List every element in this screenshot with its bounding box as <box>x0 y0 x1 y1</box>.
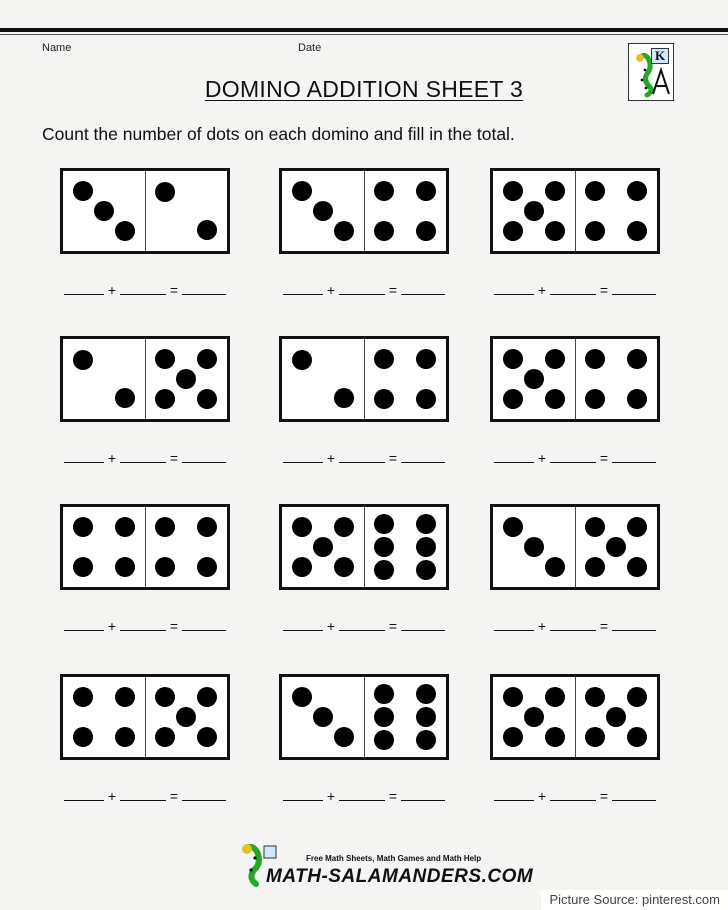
domino-pip-left <box>334 221 354 241</box>
name-label: Name <box>42 42 72 54</box>
domino <box>60 336 230 422</box>
equals-sign: = <box>165 788 182 804</box>
answer-blank-right[interactable] <box>550 619 596 631</box>
answer-blank-left[interactable] <box>283 283 323 295</box>
domino-pip-right <box>197 220 217 240</box>
domino-pip-left <box>503 181 523 201</box>
domino <box>490 336 660 422</box>
domino-pip-right <box>197 349 217 369</box>
domino-pip-left <box>73 517 93 537</box>
domino-divider <box>364 171 365 251</box>
domino-pip-right <box>416 181 436 201</box>
footer-logo <box>238 842 538 890</box>
plus-sign: + <box>534 450 550 466</box>
domino-pip-right <box>606 537 626 557</box>
plus-sign: + <box>104 450 120 466</box>
domino-pip-right <box>585 557 605 577</box>
answer-blank-right[interactable] <box>120 283 166 295</box>
domino-pip-right <box>374 730 394 750</box>
domino-divider <box>145 507 146 587</box>
domino-pip-right <box>197 557 217 577</box>
plus-sign: + <box>104 788 120 804</box>
domino <box>490 168 660 254</box>
addition-equation <box>64 450 226 466</box>
answer-blank-right[interactable] <box>339 619 385 631</box>
domino-divider <box>575 339 576 419</box>
domino-pip-right <box>176 707 196 727</box>
answer-blank-left[interactable] <box>494 451 534 463</box>
answer-blank-total[interactable] <box>182 789 226 801</box>
domino-divider <box>364 507 365 587</box>
domino-pip-left <box>115 388 135 408</box>
domino-pip-right <box>585 349 605 369</box>
domino <box>490 674 660 760</box>
domino-pip-left <box>94 201 114 221</box>
addition-equation <box>494 618 656 634</box>
domino-pip-right <box>585 181 605 201</box>
domino <box>279 168 449 254</box>
domino-pip-right <box>627 221 647 241</box>
addition-equation <box>494 450 656 466</box>
equals-sign: = <box>384 282 401 298</box>
page-title <box>0 76 728 103</box>
equals-sign: = <box>595 450 612 466</box>
picture-source-caption: Picture Source: pinterest.com <box>541 890 728 910</box>
addition-equation <box>283 282 445 298</box>
answer-blank-right[interactable] <box>550 283 596 295</box>
addition-equation <box>64 618 226 634</box>
answer-blank-left[interactable] <box>64 619 104 631</box>
answer-blank-left[interactable] <box>64 789 104 801</box>
domino-pip-left <box>503 727 523 747</box>
answer-blank-right[interactable] <box>120 789 166 801</box>
plus-sign: + <box>323 282 339 298</box>
domino-pip-left <box>545 349 565 369</box>
domino-pip-left <box>115 727 135 747</box>
date-label: Date <box>298 42 322 54</box>
domino-pip-left <box>334 388 354 408</box>
domino-pip-right <box>416 684 436 704</box>
domino-pip-right <box>416 707 436 727</box>
domino-pip-right <box>416 389 436 409</box>
domino-pip-right <box>627 727 647 747</box>
domino-pip-right <box>197 517 217 537</box>
domino-pip-left <box>503 389 523 409</box>
domino-pip-left <box>313 537 333 557</box>
domino-divider <box>145 171 146 251</box>
title-text: DOMINO ADDITION SHEET 3 <box>204 76 524 102</box>
domino-pip-left <box>545 389 565 409</box>
domino-pip-left <box>524 369 544 389</box>
domino-pip-left <box>115 221 135 241</box>
domino-pip-right <box>197 687 217 707</box>
domino-pip-right <box>627 517 647 537</box>
domino-pip-left <box>73 181 93 201</box>
domino-pip-left <box>524 537 544 557</box>
plus-sign: + <box>534 282 550 298</box>
domino-pip-right <box>374 389 394 409</box>
domino-pip-left <box>115 557 135 577</box>
answer-blank-right[interactable] <box>339 789 385 801</box>
answer-blank-left[interactable] <box>283 789 323 801</box>
equals-sign: = <box>384 618 401 634</box>
domino-pip-right <box>416 560 436 580</box>
answer-blank-total[interactable] <box>401 451 445 463</box>
domino-pip-right <box>585 687 605 707</box>
plus-sign: + <box>104 282 120 298</box>
domino-pip-right <box>416 349 436 369</box>
answer-blank-left[interactable] <box>283 451 323 463</box>
equals-sign: = <box>165 618 182 634</box>
plus-sign: + <box>534 618 550 634</box>
domino-divider <box>145 339 146 419</box>
domino-pip-right <box>585 389 605 409</box>
domino-divider <box>364 677 365 757</box>
domino <box>60 504 230 590</box>
plus-sign: + <box>323 450 339 466</box>
domino-pip-left <box>313 201 333 221</box>
domino-pip-right <box>155 517 175 537</box>
answer-blank-total[interactable] <box>401 283 445 295</box>
domino-pip-left <box>545 557 565 577</box>
top-rule-thin <box>0 34 728 35</box>
domino-pip-right <box>585 221 605 241</box>
answer-blank-right[interactable] <box>120 451 166 463</box>
domino-pip-right <box>416 514 436 534</box>
answer-blank-total[interactable] <box>182 451 226 463</box>
domino-pip-right <box>585 517 605 537</box>
plus-sign: + <box>534 788 550 804</box>
domino-pip-left <box>292 517 312 537</box>
domino-pip-right <box>374 181 394 201</box>
domino <box>490 504 660 590</box>
plus-sign: + <box>323 618 339 634</box>
domino-pip-left <box>115 687 135 707</box>
domino-pip-right <box>374 684 394 704</box>
domino-pip-right <box>155 349 175 369</box>
domino-pip-left <box>313 707 333 727</box>
domino-pip-left <box>545 181 565 201</box>
domino-pip-left <box>524 707 544 727</box>
addition-equation <box>283 618 445 634</box>
domino <box>279 674 449 760</box>
domino-divider <box>575 507 576 587</box>
domino-pip-right <box>627 687 647 707</box>
domino-pip-left <box>334 517 354 537</box>
domino-pip-right <box>627 349 647 369</box>
domino-divider <box>575 171 576 251</box>
domino-pip-right <box>374 560 394 580</box>
domino-pip-right <box>155 727 175 747</box>
answer-blank-right[interactable] <box>339 451 385 463</box>
answer-blank-total[interactable] <box>182 283 226 295</box>
domino-pip-left <box>503 517 523 537</box>
footer-tagline: Free Math Sheets, Math Games and Math Help <box>306 854 482 863</box>
answer-blank-right[interactable] <box>339 283 385 295</box>
domino <box>60 674 230 760</box>
domino-pip-right <box>197 727 217 747</box>
answer-blank-total[interactable] <box>182 619 226 631</box>
equals-sign: = <box>595 282 612 298</box>
domino <box>279 504 449 590</box>
domino-pip-left <box>73 727 93 747</box>
answer-blank-total[interactable] <box>612 283 656 295</box>
footer-site-name: MATH-SALAMANDERS.COM <box>266 866 534 887</box>
domino-pip-right <box>627 181 647 201</box>
answer-blank-left[interactable] <box>494 789 534 801</box>
domino-divider <box>145 677 146 757</box>
domino-pip-right <box>176 369 196 389</box>
answer-blank-left[interactable] <box>283 619 323 631</box>
domino-pip-left <box>524 201 544 221</box>
domino-pip-left <box>73 687 93 707</box>
answer-blank-right[interactable] <box>120 619 166 631</box>
domino-divider <box>575 677 576 757</box>
domino-pip-left <box>115 517 135 537</box>
answer-blank-total[interactable] <box>401 789 445 801</box>
equals-sign: = <box>384 450 401 466</box>
domino-pip-left <box>292 181 312 201</box>
answer-blank-total[interactable] <box>401 619 445 631</box>
plus-sign: + <box>104 618 120 634</box>
domino-pip-right <box>374 221 394 241</box>
domino-pip-left <box>292 687 312 707</box>
domino-pip-left <box>545 221 565 241</box>
domino-pip-left <box>334 557 354 577</box>
equals-sign: = <box>165 450 182 466</box>
equals-sign: = <box>384 788 401 804</box>
answer-blank-total[interactable] <box>612 451 656 463</box>
domino-pip-left <box>503 349 523 369</box>
domino <box>279 336 449 422</box>
addition-equation <box>64 788 226 804</box>
domino-pip-left <box>503 687 523 707</box>
domino-pip-left <box>545 727 565 747</box>
answer-blank-left[interactable] <box>64 451 104 463</box>
equals-sign: = <box>165 282 182 298</box>
domino-pip-right <box>606 707 626 727</box>
domino-pip-left <box>334 727 354 747</box>
answer-blank-total[interactable] <box>612 789 656 801</box>
addition-equation <box>494 282 656 298</box>
domino-pip-right <box>585 727 605 747</box>
domino-pip-right <box>374 537 394 557</box>
domino-pip-left <box>545 687 565 707</box>
domino-pip-right <box>416 537 436 557</box>
domino <box>60 168 230 254</box>
logo-letter: K <box>651 48 669 64</box>
domino-pip-right <box>155 687 175 707</box>
domino-pip-right <box>627 389 647 409</box>
top-rule <box>0 28 728 32</box>
addition-equation <box>64 282 226 298</box>
answer-blank-left[interactable] <box>494 283 534 295</box>
addition-equation <box>283 450 445 466</box>
domino-pip-right <box>416 221 436 241</box>
answer-blank-left[interactable] <box>64 283 104 295</box>
equals-sign: = <box>595 618 612 634</box>
domino-pip-right <box>155 557 175 577</box>
instructions: Count the number of dots on each domino and fill in the total. <box>42 124 515 144</box>
domino-pip-right <box>416 730 436 750</box>
answer-blank-left[interactable] <box>494 619 534 631</box>
addition-equation <box>494 788 656 804</box>
addition-equation <box>283 788 445 804</box>
domino-pip-right <box>374 349 394 369</box>
domino-pip-left <box>292 557 312 577</box>
domino-pip-left <box>73 557 93 577</box>
domino-pip-right <box>155 389 175 409</box>
answer-blank-right[interactable] <box>550 789 596 801</box>
domino-pip-right <box>374 707 394 727</box>
domino-pip-right <box>155 182 175 202</box>
domino-divider <box>364 339 365 419</box>
domino-pip-left <box>292 350 312 370</box>
plus-sign: + <box>323 788 339 804</box>
domino-pip-left <box>503 221 523 241</box>
domino-pip-right <box>374 514 394 534</box>
domino-pip-right <box>627 557 647 577</box>
domino-pip-right <box>197 389 217 409</box>
answer-blank-right[interactable] <box>550 451 596 463</box>
equals-sign: = <box>595 788 612 804</box>
domino-pip-left <box>73 350 93 370</box>
answer-blank-total[interactable] <box>612 619 656 631</box>
